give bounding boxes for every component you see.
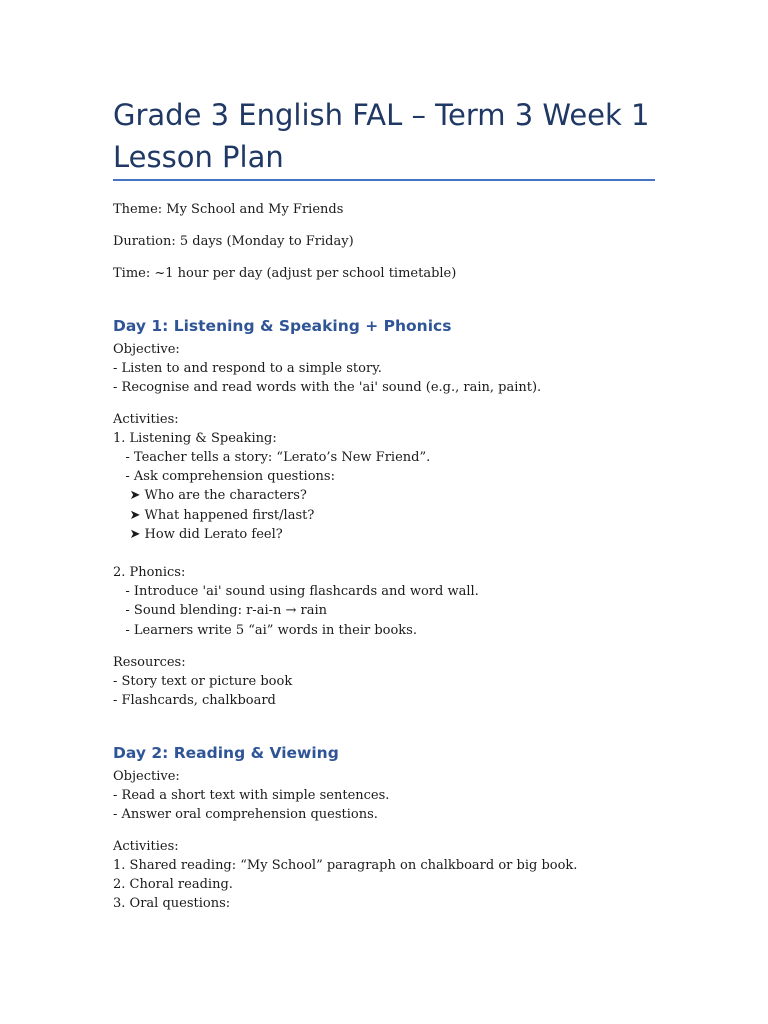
day1-line: Objective: bbox=[113, 342, 180, 357]
document-title bbox=[113, 94, 673, 178]
day1-line: - Recognise and read words with the 'ai' sound (e.g., rain, paint). bbox=[113, 380, 542, 395]
day1-line: ➤ What happened first/last? bbox=[113, 508, 315, 523]
theme-text: Theme: My School and My Friends bbox=[113, 202, 344, 217]
day2-heading: Day 2: Reading & Viewing bbox=[113, 744, 339, 762]
day1-line: Resources: bbox=[113, 655, 186, 670]
day1-line: - Ask comprehension questions: bbox=[113, 469, 335, 484]
day1-heading: Day 1: Listening & Speaking + Phonics bbox=[113, 317, 452, 335]
day2-line: Activities: bbox=[113, 839, 179, 854]
day2-line: Objective: bbox=[113, 769, 180, 784]
day2-line: - Answer oral comprehension questions. bbox=[113, 807, 378, 822]
time-text: Time: ~1 hour per day (adjust per school timetable) bbox=[113, 266, 457, 281]
day1-line: Activities: bbox=[113, 412, 179, 427]
day1-line: - Learners write 5 “ai” words in their books. bbox=[113, 623, 417, 638]
title-divider bbox=[113, 179, 655, 181]
day1-line: - Story text or picture book bbox=[113, 674, 293, 689]
day1-line: 2. Phonics: bbox=[113, 565, 186, 580]
day2-line: - Read a short text with simple sentences. bbox=[113, 788, 390, 803]
day1-line: - Listen to and respond to a simple story. bbox=[113, 361, 382, 376]
day1-line: - Teacher tells a story: “Lerato’s New Friend”. bbox=[113, 450, 431, 465]
title-line-2: Lesson Plan bbox=[113, 140, 284, 174]
day2-line: 2. Choral reading. bbox=[113, 877, 233, 892]
day2-line: 3. Oral questions: bbox=[113, 896, 231, 911]
day1-line: - Flashcards, chalkboard bbox=[113, 693, 276, 708]
title-line-1: Grade 3 English FAL – Term 3 Week 1 bbox=[113, 98, 650, 132]
day1-line: - Introduce 'ai' sound using flashcards and word wall. bbox=[113, 584, 479, 599]
day2-line: 1. Shared reading: “My School” paragraph on chalkboard or big book. bbox=[113, 858, 578, 873]
day1-line: - Sound blending: r-ai-n → rain bbox=[113, 603, 328, 618]
day1-line: ➤ Who are the characters? bbox=[113, 488, 307, 503]
day1-line: ➤ How did Lerato feel? bbox=[113, 527, 283, 542]
day1-line: 1. Listening & Speaking: bbox=[113, 431, 277, 446]
duration-text: Duration: 5 days (Monday to Friday) bbox=[113, 234, 354, 249]
